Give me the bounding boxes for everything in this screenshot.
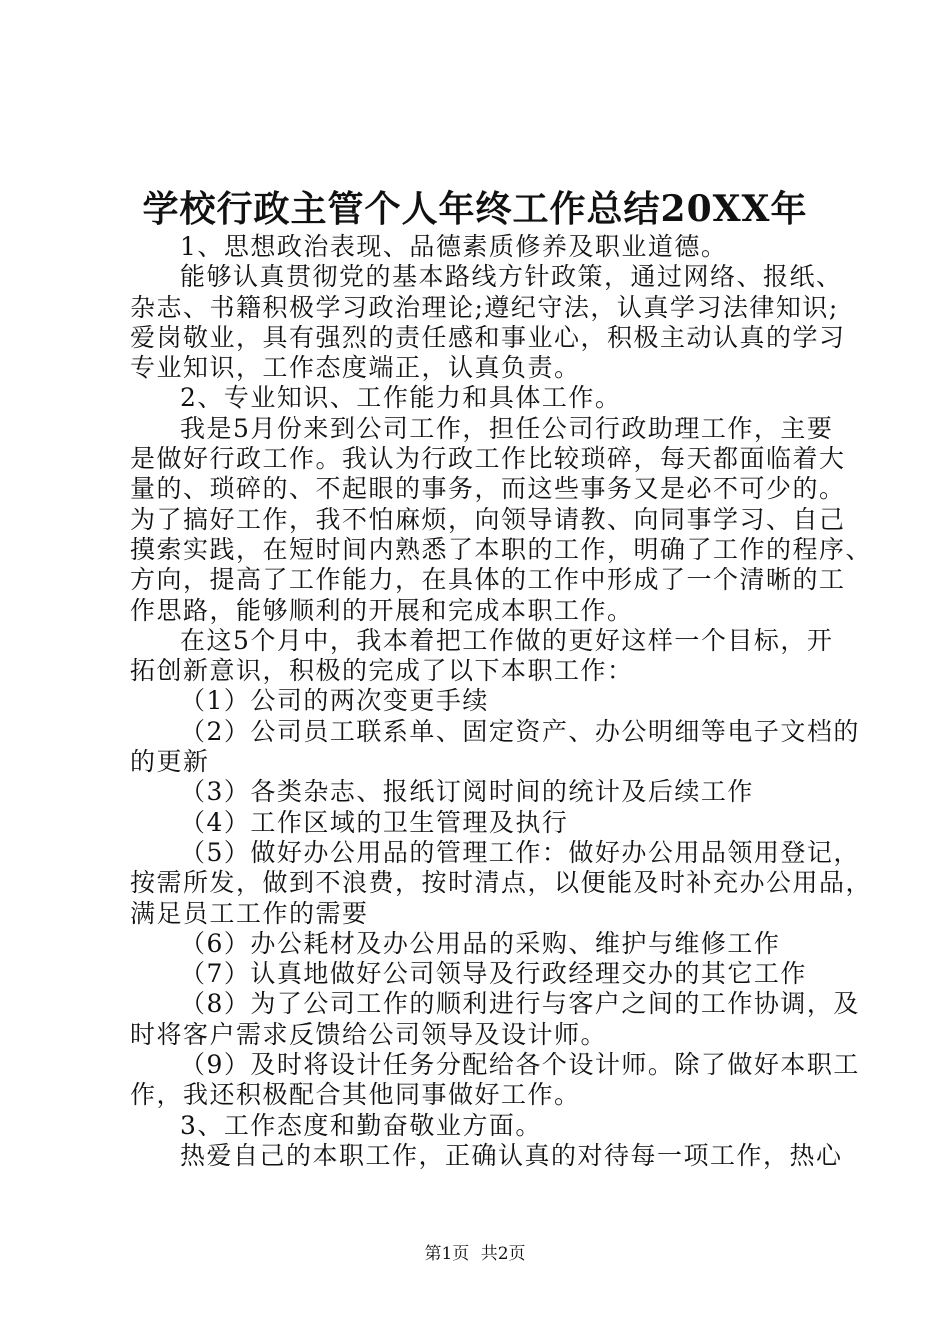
- paragraph-line: 杂志、书籍积极学习政治理论;遵纪守法，认真学习法律知识;: [130, 292, 839, 322]
- paragraph-line: 热爱自己的本职工作，正确认真的对待每一项工作，热心: [180, 1140, 843, 1170]
- paragraph-line: 时将客户需求反馈给公司领导及设计师。: [130, 1019, 608, 1049]
- paragraph-line: 3、工作态度和勤奋敬业方面。: [180, 1110, 542, 1140]
- paragraph-line: （6）办公耗材及办公用品的采购、维护与维修工作: [180, 928, 781, 958]
- document-body: [130, 232, 873, 1171]
- page-total: 共2页: [480, 1244, 526, 1264]
- paragraph-line: 方向，提高了工作能力，在具体的工作中形成了一个清晰的工: [130, 565, 846, 595]
- paragraph-line: （5）做好办公用品的管理工作：做好办公用品领用登记，: [180, 837, 860, 867]
- paragraph-line: 在这5个月中，我本着把工作做的更好这样一个目标，开: [180, 625, 834, 655]
- paragraph-line: 满足员工工作的需要: [130, 898, 369, 928]
- paragraph-line: 拓创新意识，积极的完成了以下本职工作：: [130, 656, 634, 686]
- paragraph-line: 摸索实践，在短时间内熟悉了本职的工作，明确了工作的程序、: [130, 534, 873, 564]
- page-number: 第1页: [424, 1244, 470, 1264]
- paragraph-line: 1、思想政治表现、品德素质修养及职业道德。: [180, 232, 728, 261]
- paragraph-line: （9）及时将设计任务分配给各个设计师。除了做好本职工: [180, 1050, 860, 1080]
- paragraph-line: 2、专业知识、工作能力和具体工作。: [180, 383, 622, 413]
- paragraph-line: 按需所发，做到不浪费，按时清点，以便能及时补充办公用品，: [130, 868, 873, 898]
- paragraph-line: （8）为了公司工作的顺利进行与客户之间的工作协调，及: [180, 989, 860, 1019]
- paragraph-line: 作思路，能够顺利的开展和完成本职工作。: [130, 595, 634, 625]
- page-footer: [0, 1242, 950, 1266]
- paragraph-line: （7）认真地做好公司领导及行政经理交办的其它工作: [180, 959, 807, 989]
- paragraph-line: （4）工作区域的卫生管理及执行: [180, 807, 569, 837]
- paragraph-line: 作，我还积极配合其他同事做好工作。: [130, 1080, 581, 1110]
- paragraph-line: 的更新: [130, 747, 210, 777]
- paragraph-line: 为了搞好工作，我不怕麻烦，向领导请教、向同事学习、自己: [130, 504, 846, 534]
- document-title: 学校行政主管个人年终工作总结20XX年: [142, 188, 808, 230]
- paragraph-line: 是做好行政工作。我认为行政工作比较琐碎，每天都面临着大: [130, 444, 846, 474]
- paragraph-line: 量的、琐碎的、不起眼的事务，而这些事务又是必不可少的。: [130, 474, 846, 504]
- paragraph-line: 专业知识，工作态度端正，认真负责。: [130, 353, 581, 383]
- paragraph-line: 能够认真贯彻党的基本路线方针政策，通过网络、报纸、: [180, 262, 843, 292]
- paragraph-line: 我是5月份来到公司工作，担任公司行政助理工作，主要: [180, 413, 834, 443]
- paragraph-line: （3）各类杂志、报纸订阅时间的统计及后续工作: [180, 777, 754, 807]
- paragraph-line: （1）公司的两次变更手续: [180, 686, 489, 716]
- paragraph-line: 爱岗敬业，具有强烈的责任感和事业心，积极主动认真的学习: [130, 322, 846, 352]
- paragraph-line: （2）公司员工联系单、固定资产、办公明细等电子文档的: [180, 716, 860, 746]
